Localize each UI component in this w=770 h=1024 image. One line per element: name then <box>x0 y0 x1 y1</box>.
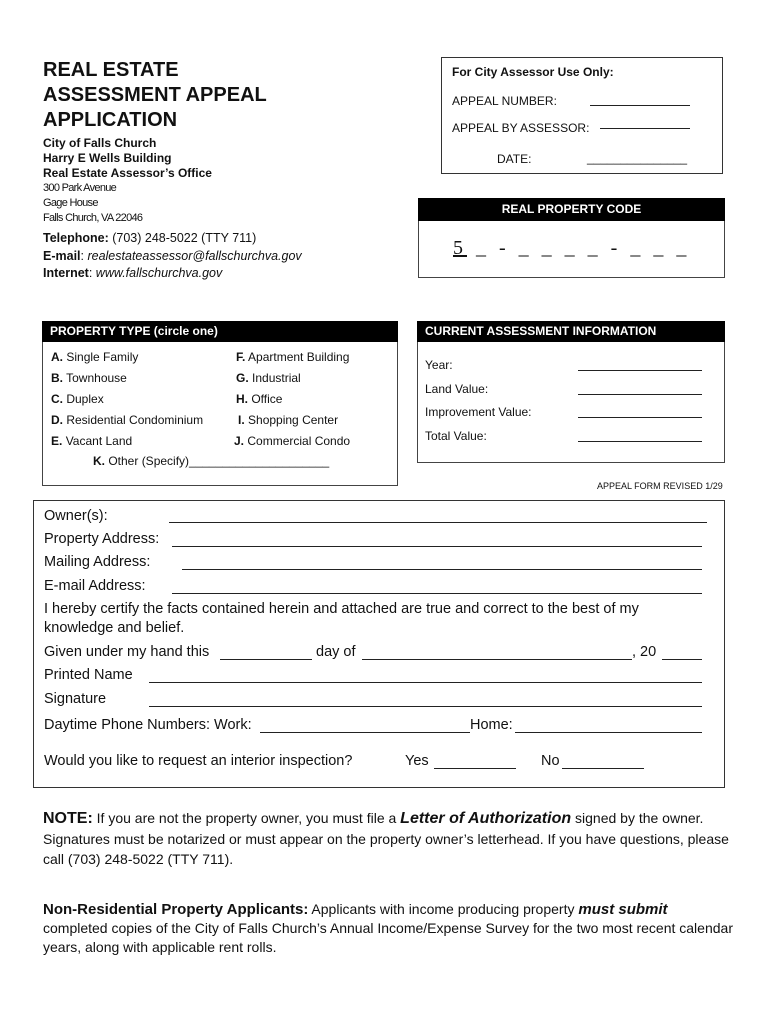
property-type-e[interactable]: E. Vacant Land <box>51 434 133 448</box>
appeal-number-label: APPEAL NUMBER: <box>452 94 557 108</box>
property-type-k[interactable]: K. Other (Specify)_____________________ <box>93 454 330 468</box>
property-address-field[interactable] <box>172 546 702 547</box>
home-phone-field[interactable] <box>515 732 702 733</box>
daytime-phone-label: Daytime Phone Numbers: Work: <box>44 717 252 733</box>
inspection-no-label: No <box>541 753 560 769</box>
property-type-box <box>42 342 398 486</box>
assessor-box-header: For City Assessor Use Only: <box>452 65 614 79</box>
printed-name-label: Printed Name <box>44 667 133 683</box>
non-residential-note: Non-Residential Property Applicants: Applicants with income producing property must submit completed copies of the City of Falls Church’s Annual Income/Expense Survey for the two most recent calendar years, along with applicable rent rolls. <box>43 901 733 955</box>
total-value-field[interactable] <box>578 441 702 442</box>
owner-form-box <box>33 500 725 788</box>
owners-label: Owner(s): <box>44 508 108 524</box>
home-phone-label: Home: <box>470 717 513 733</box>
property-type-g[interactable]: G. Industrial <box>236 371 301 385</box>
certify-text: I hereby certify the facts contained herein and attached are true and correct to the best of my <box>44 601 639 617</box>
appeal-number-field[interactable] <box>590 105 690 106</box>
property-type-c[interactable]: C. Duplex <box>51 392 104 406</box>
day-of-label: day of <box>316 644 356 660</box>
improvement-value-label: Improvement Value: <box>425 405 532 419</box>
date-field[interactable]: _______________ <box>587 151 688 165</box>
property-type-header: PROPERTY TYPE (circle one) <box>42 321 398 342</box>
signature-field[interactable] <box>149 706 702 707</box>
work-phone-field[interactable] <box>260 732 470 733</box>
appeal-by-assessor-field[interactable] <box>600 128 690 129</box>
city-state-zip: Falls Church, VA 22046 <box>43 212 143 224</box>
form-title <box>43 58 267 133</box>
property-type-d[interactable]: D. Residential Condominium <box>51 413 204 427</box>
inspection-yes-label: Yes <box>405 753 429 769</box>
inspection-no-field[interactable] <box>562 768 644 769</box>
email-line: E-mail: realestateassessor@fallschurchva.gov <box>43 248 302 263</box>
real-property-code-value[interactable]: 5 _ - _ _ _ _ - _ _ _ <box>453 237 691 259</box>
year-field[interactable] <box>578 370 702 371</box>
year-label: Year: <box>425 358 453 372</box>
property-type-b[interactable]: B. Townhouse <box>51 371 127 385</box>
office-address <box>43 136 212 226</box>
property-type-j[interactable]: J. Commercial Condo <box>234 434 351 448</box>
email-address-label: E-mail Address: <box>44 578 146 594</box>
office-name: Real Estate Assessor’s Office <box>43 166 212 180</box>
property-type-f[interactable]: F. Apartment Building <box>236 350 350 364</box>
year-prefix-label: , 20 <box>632 644 657 660</box>
property-address-label: Property Address: <box>44 531 160 547</box>
given-day-field[interactable] <box>220 659 312 660</box>
owner-note: NOTE: If you are not the property owner, you must file a Letter of Authorization signed by the owner. Signatures must be notarized or must appear on the property owner’s letterhead. If you have questions, please call (703) 248-5022 (TTY 711). <box>43 810 729 867</box>
title-line-3: APPLICATION <box>43 109 178 131</box>
internet-line: Internet: www.fallschurchva.gov <box>43 266 223 280</box>
street-address: 300 Park Avenue <box>43 182 117 194</box>
real-property-code-header: REAL PROPERTY CODE <box>418 198 725 221</box>
property-type-h[interactable]: H. Office <box>236 392 283 406</box>
owners-field[interactable] <box>169 522 707 523</box>
city-name: City of Falls Church <box>43 136 157 150</box>
improvement-value-field[interactable] <box>578 417 702 418</box>
mailing-address-field[interactable] <box>182 569 702 570</box>
assessor-use-box <box>441 57 723 174</box>
appeal-by-assessor-label: APPEAL BY ASSESSOR: <box>452 121 590 135</box>
current-assessment-box <box>417 342 725 463</box>
house-name: Gage House <box>43 197 98 209</box>
telephone-line: Telephone: (703) 248-5022 (TTY 711) <box>43 231 257 245</box>
property-type-a[interactable]: A. Single Family <box>51 350 139 364</box>
mailing-address-label: Mailing Address: <box>44 554 151 570</box>
email-link[interactable]: realestateassessor@fallschurchva.gov <box>87 248 302 263</box>
printed-name-field[interactable] <box>149 682 702 683</box>
contact-info <box>43 230 302 283</box>
month-field[interactable] <box>362 659 632 660</box>
website-link[interactable]: www.fallschurchva.gov <box>95 266 223 280</box>
real-property-code-box[interactable] <box>418 221 725 278</box>
inspection-yes-field[interactable] <box>434 768 516 769</box>
email-address-field[interactable] <box>172 593 702 594</box>
revision-note: APPEAL FORM REVISED 1/29 <box>597 481 723 491</box>
total-value-label: Total Value: <box>425 429 487 443</box>
land-value-field[interactable] <box>578 394 702 395</box>
title-line-2: ASSESSMENT APPEAL <box>43 84 267 106</box>
building-name: Harry E Wells Building <box>43 151 172 165</box>
signature-label: Signature <box>44 691 107 707</box>
title-line-1: REAL ESTATE <box>43 59 179 81</box>
certify-text-2: knowledge and belief. <box>44 620 185 636</box>
given-label: Given under my hand this <box>44 644 210 660</box>
date-label: DATE: <box>497 152 532 166</box>
property-type-i[interactable]: I. Shopping Center <box>238 413 339 427</box>
year-suffix-field[interactable] <box>662 659 702 660</box>
inspection-question: Would you like to request an interior inspection? <box>44 753 353 769</box>
current-assessment-header: CURRENT ASSESSMENT INFORMATION <box>417 321 725 342</box>
land-value-label: Land Value: <box>425 382 489 396</box>
